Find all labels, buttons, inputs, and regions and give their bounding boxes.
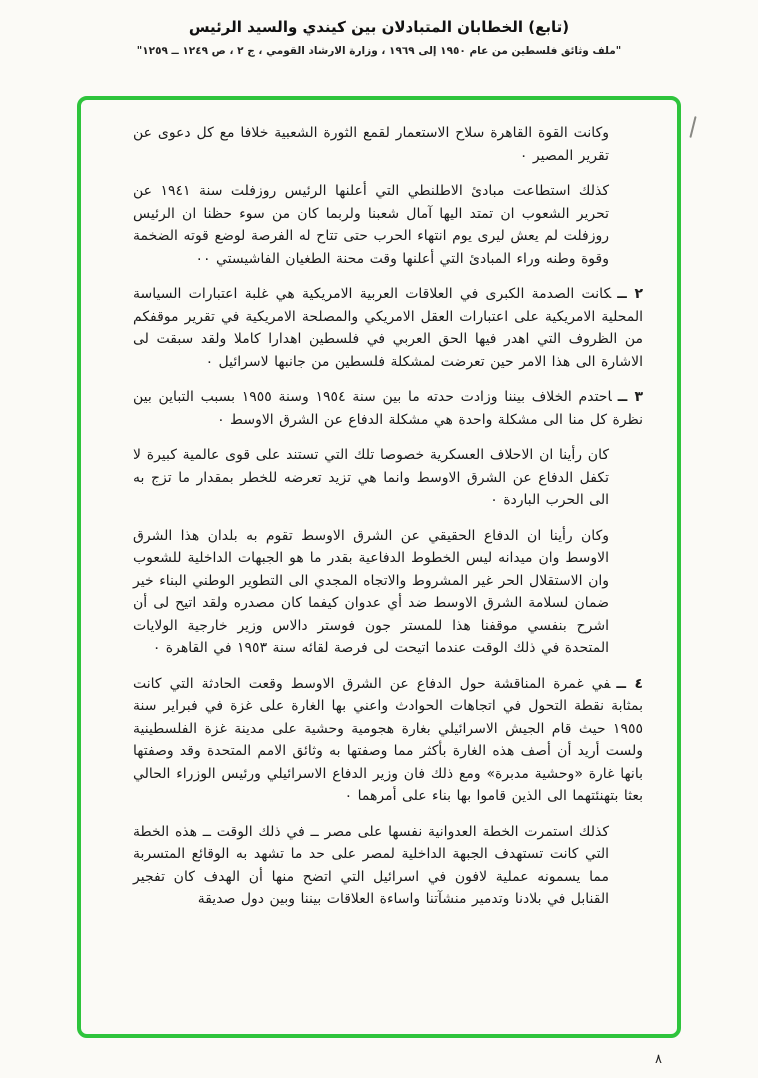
paragraph (133, 444, 609, 512)
paragraph (133, 283, 643, 373)
paragraph-number: ٢ ــ (617, 286, 643, 302)
paragraph-text: في غمرة المناقشة حول الدفاع عن الشرق الاوسط وقعت الحادثة التي كانت بمثابة نقطة التحول في اتجاهات الحوادث واعني بها الغارة على غزة في فبراير سنة ١٩٥٥ حيث قام الجيش الاسرائيلي بغارة هجومية وحشية على مدينة غزة الفلسطينية ولست أريد أن أصف هذه الغارة بأكثر مما وصفتها به وثائق الامم المتحدة وقد وصفتها بانها غارة «وحشية مدبرة» ومع ذلك فان وزير الدفاع الاسرائيلي ورئيس الوزراء الحالي بعثا بتهنئتهما الى الذين قاموا بها بناء على أمرهما ٠ (133, 675, 643, 804)
paragraph (133, 525, 609, 660)
content-frame (77, 96, 681, 1038)
paragraph-number: ٤ ــ (616, 675, 643, 692)
paragraph (133, 180, 609, 270)
paragraph-text: وكان رأينا ان الدفاع الحقيقي عن الشرق الاوسط تقوم به بلدان هذا الشرق الاوسط وان ميدانه ليس الخطوط الدفاعية بقدر ما هو الجبهات الداخلية للشعوب وان الاستقلال الحر غير المشروط والاتجاه المجدي الى التطوير الوطني البناء خير ضمان لسلامة الشرق الاوسط ضد أي عدوان كيفما كان مصدره ولقد اتيح لى أن اشرح بنفسي موقفنا هذا للمستر جون فوستر دالاس وزير خارجية الولايات المتحدة في ذلك الوقت عندما اتيحت لى فرصة لقائه سنة ١٩٥٣ في القاهرة ٠ (133, 527, 609, 656)
paragraph-text: كان رأينا ان الاحلاف العسكرية خصوصا تلك التي تستند على قوى عالمية كبيرة لا تكفل الدفاع عن الشرق الاوسط وانما هي تزيد تعرضه للخطر بمقدار ما تزج به الى الحرب الباردة ٠ (133, 447, 609, 508)
paragraph (133, 673, 643, 808)
page-number: ٨ (655, 1052, 662, 1067)
paragraph-text: كانت الصدمة الكبرى في العلاقات العربية الامريكية هي غلبة اعتبارات السياسة المحلية الامريكية على اعتبارات العقل الامريكي والمصلحة الامريكية في تقرير موقفكم من الظروف التي اهدر فيها الحق العربي في فلسطين اهدارا كاملا ولقد سبقت لى الاشارة الى هذا الامر حين تعرضت لمشكلة فلسطين من جانبها لاسرائيل ٠ (133, 286, 643, 370)
doc-source-line: "ملف وثائق فلسطين من عام ١٩٥٠ إلى ١٩٦٩ ، وزارة الارشاد القومي ، ج ٢ ، ص ١٢٤٩ ــ ١٢٥٩" (136, 45, 622, 57)
paragraph-text: وكانت القوة القاهرة سلاح الاستعمار لقمع الثورة الشعبية خلافا مع كل دعوى عن تقرير المصير ٠ (133, 125, 609, 164)
paragraph-number: ٣ ــ (617, 389, 643, 405)
doc-title: (تابع) الخطابان المتبادلان بين كيندي والسيد الرئيس (188, 18, 570, 36)
paragraph (133, 386, 643, 431)
paragraph-text: احتدم الخلاف بيننا وزادت حدته ما بين سنة ١٩٥٤ وسنة ١٩٥٥ بسبب التباين بين نظرة كل منا الى مشكلة واحدة هي مشكلة الدفاع عن الشرق الاوسط ٠ (133, 389, 643, 428)
paragraph (133, 821, 609, 911)
paragraph-text: كذلك استمرت الخطة العدوانية نفسها على مصر ــ في ذلك الوقت ــ هذه الخطة التي كانت تستهدف الجبهة الداخلية لمصر على حد ما تشهد به الوقائع المتسربة مما يسمونه عملية لافون في اسرائيل التي اتضح منها أن الهدف كان تفجير القنابل في بلادنا وتدمير منشآتنا واساءة العلاقات بيننا وبين دول صديقة (133, 823, 609, 907)
paragraph (133, 122, 609, 167)
handwritten-margin-mark (689, 116, 696, 138)
doc-header (0, 0, 758, 57)
paragraph-text: كذلك استطاعت مبادئ الاطلنطي التي أعلنها الرئيس روزفلت سنة ١٩٤١ عن تحرير الشعوب ان تمتد اليها آمال شعبنا ولربما كان من سوء حظنا ان الرئيس روزفلت لم يعش ليرى يوم انتهاء الحرب حتى تتاح له الفرصة لوضع قوته الضخمة وقوة وطنه وراء المبادئ التي أعلنها وقت محنة الطغيان الفاشيستي ٠٠ (133, 183, 609, 267)
